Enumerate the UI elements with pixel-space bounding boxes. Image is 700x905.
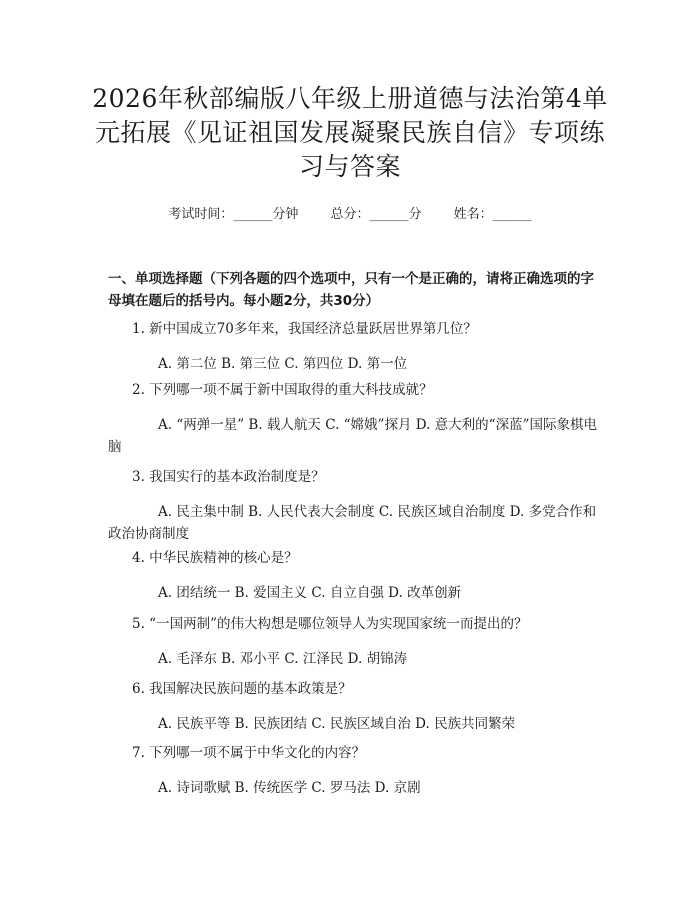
- question-options: A. “两弹一星” B. 载人航天 C. “嫦娥”探月 D. 意大利的“深蓝”国际象棋电脑: [108, 417, 597, 455]
- question-stem: 3. 我国实行的基本政治制度是？: [132, 469, 325, 485]
- question-stem: 1. 新中国成立70多年来，我国经济总量跃居世界第几位？: [132, 321, 477, 337]
- document-title: 2026年秋部编版八年级上册道德与法治第4单元拓展《见证祖国发展凝聚民族自信》专项练习与答案: [92, 84, 608, 181]
- question-6: [108, 678, 602, 735]
- exam-time: 考试时间：______分钟: [168, 207, 299, 222]
- question-stem: 6. 我国解决民族问题的基本政策是？: [132, 681, 352, 697]
- exam-name: 姓名：______: [453, 207, 532, 222]
- question-2: [108, 379, 602, 458]
- question-options: A. 诗词歌赋 B. 传统医学 C. 罗马法 D. 京剧: [158, 780, 421, 796]
- question-options: A. 团结统一 B. 爱国主义 C. 自立自强 D. 改革创新: [158, 585, 462, 601]
- question-3: [108, 466, 602, 545]
- question-stem: 7. 下列哪一项不属于中华文化的内容？: [132, 745, 366, 761]
- question-stem: 5. “一国两制”的伟大构想是哪位领导人为实现国家统一而提出的？: [132, 616, 528, 632]
- question-stem: 2. 下列哪一项不属于新中国取得的重大科技成就？: [132, 382, 433, 398]
- question-7: [108, 742, 602, 799]
- question-options: A. 第二位 B. 第三位 C. 第四位 D. 第一位: [158, 356, 408, 372]
- question-options: A. 民族平等 B. 民族团结 C. 民族区域自治 D. 民族共同繁荣: [158, 716, 516, 732]
- question-5: [108, 613, 602, 670]
- question-4: [108, 547, 602, 604]
- question-options: A. 毛泽东 B. 邓小平 C. 江泽民 D. 胡锦涛: [158, 651, 408, 667]
- exam-meta: [0, 206, 700, 224]
- question-options: A. 民主集中制 B. 人民代表大会制度 C. 民族区域自治制度 D. 多党合作和政治协商制度: [108, 504, 597, 542]
- question-1: [108, 318, 602, 375]
- question-stem: 4. 中华民族精神的核心是？: [132, 550, 298, 566]
- exam-score: 总分：______分: [330, 207, 422, 222]
- section-heading: 一、单项选择题（下列各题的四个选项中，只有一个是正确的，请将正确选项的字母填在题后的括号内。每小题2分，共30分）: [108, 271, 594, 309]
